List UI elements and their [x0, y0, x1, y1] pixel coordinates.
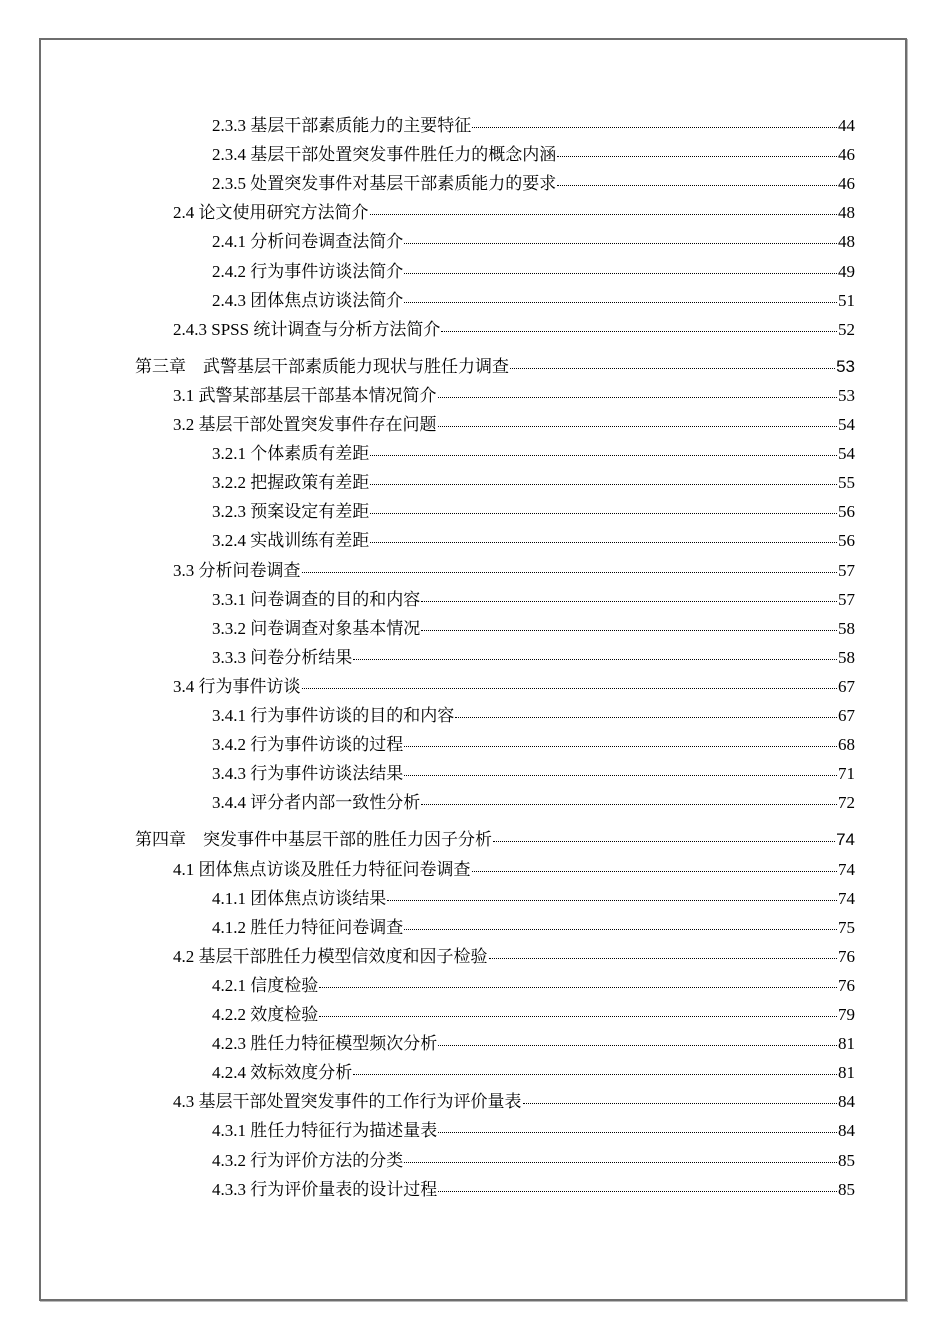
toc-dot-leader	[370, 512, 837, 514]
toc-entry[interactable]	[212, 792, 855, 814]
toc-page-number: 56	[838, 531, 855, 551]
toc-page-number: 53	[836, 356, 855, 376]
toc-entry-title: 4.1 团体焦点访谈及胜任力特征问卷调查	[173, 859, 471, 879]
toc-entry-title: 2.3.5 处置突发事件对基层干部素质能力的要求	[212, 174, 557, 194]
toc-entry-title: 3.2.3 预案设定有差距	[212, 502, 370, 522]
toc-entry-title: 3.2.1 个体素质有差距	[212, 444, 370, 464]
toc-entry-title: 4.2.1 信度检验	[212, 975, 319, 995]
toc-page-number: 46	[838, 174, 855, 194]
toc-entry[interactable]	[173, 202, 855, 224]
toc-entry[interactable]	[212, 1004, 855, 1026]
toc-entry-title: 3.3 分析问卷调查	[173, 560, 301, 580]
toc-dot-leader	[455, 716, 837, 718]
toc-entry[interactable]	[212, 888, 855, 910]
toc-dot-leader	[404, 745, 837, 747]
toc-page-number: 44	[838, 116, 855, 135]
toc-page-number: 81	[838, 1034, 855, 1054]
toc-entry-title: 4.3 基层干部处置突发事件的工作行为评价量表	[173, 1092, 522, 1112]
toc-entry-title: 2.4.3 团体焦点访谈法简介	[212, 290, 404, 310]
toc-dot-leader	[302, 687, 838, 689]
toc-page-number: 76	[838, 975, 855, 995]
toc-dot-leader	[421, 600, 837, 602]
toc-entry[interactable]	[212, 231, 855, 253]
toc-entry[interactable]	[212, 472, 855, 494]
toc-dot-leader	[557, 184, 837, 186]
toc-entry[interactable]	[173, 560, 855, 582]
toc-page-number: 53	[838, 385, 855, 405]
toc-dot-leader	[404, 774, 837, 776]
toc-entry-title: 3.3.1 问卷调查的目的和内容	[212, 589, 421, 609]
toc-entry-title: 3.4 行为事件访谈	[173, 676, 301, 696]
toc-dot-leader	[387, 899, 837, 901]
toc-entry-title: 4.3.3 行为评价量表的设计过程	[212, 1179, 438, 1199]
toc-page-number: 84	[838, 1092, 855, 1112]
toc-dot-leader	[441, 330, 837, 332]
toc-entry[interactable]	[173, 319, 855, 341]
toc-entry[interactable]	[212, 1179, 855, 1201]
toc-page-number: 54	[838, 415, 855, 434]
toc-entry[interactable]	[212, 144, 855, 166]
toc-entry[interactable]	[212, 734, 855, 756]
toc-dot-leader	[353, 1073, 837, 1075]
toc-dot-leader	[438, 396, 838, 398]
toc-entry-title: 第四章 突发事件中基层干部的胜任力因子分析	[135, 830, 492, 850]
toc-page-number: 68	[838, 735, 855, 755]
toc-page-number: 57	[838, 560, 855, 580]
toc-dot-leader	[319, 986, 837, 988]
toc-entry[interactable]	[173, 946, 855, 968]
toc-dot-leader	[404, 928, 837, 930]
toc-page-number: 56	[838, 502, 855, 522]
toc-entry-title: 2.4.1 分析问卷调查法简介	[212, 232, 404, 252]
toc-page-number: 57	[838, 589, 855, 609]
toc-entry[interactable]	[173, 1091, 855, 1113]
toc-entry-title: 3.1 武警某部基层干部基本情况简介	[173, 385, 437, 405]
toc-dot-leader	[370, 541, 837, 543]
toc-page-number: 84	[838, 1121, 855, 1141]
toc-entry-title: 第三章 武警基层干部素质能力现状与胜任力调查	[135, 356, 509, 376]
toc-page-number: 74	[836, 830, 855, 850]
toc-chapter-entry[interactable]	[135, 356, 855, 378]
toc-page-number: 74	[838, 888, 855, 908]
toc-entry[interactable]	[173, 414, 855, 436]
toc-dot-leader	[438, 1190, 837, 1192]
toc-entry-title: 4.3.2 行为评价方法的分类	[212, 1150, 404, 1170]
toc-dot-leader	[489, 957, 838, 959]
toc-page-number: 58	[838, 618, 855, 638]
toc-dot-leader	[438, 425, 838, 427]
toc-entry-title: 3.4.3 行为事件访谈法结果	[212, 764, 404, 784]
toc-page-number: 76	[838, 946, 855, 966]
toc-page-number: 72	[838, 793, 855, 813]
toc-page-number: 52	[838, 319, 855, 339]
toc-entry-title: 3.3.3 问卷分析结果	[212, 647, 353, 667]
toc-page-number: 71	[838, 764, 855, 784]
toc-entry-title: 3.4.2 行为事件访谈的过程	[212, 735, 404, 755]
toc-chapter-entry[interactable]	[135, 829, 855, 851]
toc-entry[interactable]	[212, 173, 855, 195]
toc-dot-leader	[472, 126, 837, 128]
toc-entry-title: 4.2.4 效标效度分析	[212, 1063, 353, 1083]
toc-dot-leader	[421, 629, 837, 631]
toc-page-number: 85	[838, 1179, 855, 1199]
toc-entry-title: 4.2.3 胜任力特征模型频次分析	[212, 1034, 438, 1054]
toc-entry[interactable]	[212, 917, 855, 939]
toc-dot-leader	[404, 242, 837, 244]
toc-entry-title: 2.3.3 基层干部素质能力的主要特征	[212, 116, 472, 135]
toc-entry-title: 3.4.4 评分者内部一致性分析	[212, 793, 421, 813]
toc-dot-leader	[370, 454, 837, 456]
toc-entry[interactable]	[212, 443, 855, 465]
toc-entry[interactable]	[212, 261, 855, 283]
toc-page-number: 48	[838, 203, 855, 223]
toc-entry[interactable]	[212, 1120, 855, 1142]
toc-dot-leader	[404, 1161, 837, 1163]
toc-entry-title: 2.4.3 SPSS 统计调查与分析方法简介	[173, 319, 441, 339]
toc-dot-leader	[438, 1044, 837, 1046]
toc-dot-leader	[353, 658, 837, 660]
toc-page-number: 54	[838, 444, 855, 464]
toc-page-number: 79	[838, 1005, 855, 1024]
toc-entry-title: 3.4.1 行为事件访谈的目的和内容	[212, 706, 455, 725]
toc-dot-leader	[472, 870, 838, 872]
toc-entry[interactable]	[173, 676, 855, 698]
toc-page-number: 55	[838, 473, 855, 493]
toc-page-number: 51	[838, 290, 855, 310]
toc-dot-leader	[370, 213, 838, 215]
toc-entry[interactable]	[212, 115, 855, 137]
toc-entry[interactable]	[212, 501, 855, 523]
toc-entry-title: 2.4 论文使用研究方法简介	[173, 203, 369, 223]
toc-entry-title: 3.2.4 实战训练有差距	[212, 531, 370, 551]
toc-page-number: 49	[838, 261, 855, 281]
toc-page-number: 46	[838, 145, 855, 165]
toc-dot-leader	[510, 367, 835, 369]
toc-entry[interactable]	[212, 618, 855, 640]
toc-entry[interactable]	[173, 385, 855, 407]
toc-entry-title: 4.2.2 效度检验	[212, 1005, 319, 1024]
toc-dot-leader	[493, 840, 835, 842]
toc-dot-leader	[421, 803, 837, 805]
toc-entry[interactable]	[212, 763, 855, 785]
toc-entry-title: 4.1.1 团体焦点访谈结果	[212, 888, 387, 908]
toc-page-number: 48	[838, 232, 855, 252]
toc-dot-leader	[319, 1015, 837, 1017]
toc-entry[interactable]	[212, 647, 855, 669]
toc-page-number: 81	[838, 1063, 855, 1083]
toc-page-number: 75	[838, 917, 855, 937]
toc-entry[interactable]	[212, 1033, 855, 1055]
toc-dot-leader	[302, 571, 838, 573]
toc-entry[interactable]	[212, 705, 855, 727]
toc-page-number: 85	[838, 1150, 855, 1170]
toc-dot-leader	[404, 272, 837, 274]
toc-entry[interactable]	[212, 975, 855, 997]
toc-dot-leader	[438, 1131, 837, 1133]
toc-page-number: 74	[838, 859, 855, 879]
toc-dot-leader	[370, 483, 837, 485]
toc-entry-title: 4.2 基层干部胜任力模型信效度和因子检验	[173, 946, 488, 966]
toc-entry[interactable]	[173, 859, 855, 881]
toc-dot-leader	[557, 155, 837, 157]
toc-entry-title: 4.1.2 胜任力特征问卷调查	[212, 917, 404, 937]
toc-entry[interactable]	[212, 1150, 855, 1172]
toc-entry-title: 2.3.4 基层干部处置突发事件胜任力的概念内涵	[212, 145, 557, 165]
toc-entry[interactable]	[212, 290, 855, 312]
toc-page-number: 58	[838, 647, 855, 667]
toc-page-number: 67	[838, 706, 855, 725]
toc-page-number: 67	[838, 676, 855, 696]
toc-entry-title: 4.3.1 胜任力特征行为描述量表	[212, 1121, 438, 1141]
toc-entry-title: 2.4.2 行为事件访谈法简介	[212, 261, 404, 281]
toc-entry-title: 3.2.2 把握政策有差距	[212, 473, 370, 493]
toc-dot-leader	[404, 301, 837, 303]
toc-entry-title: 3.3.2 问卷调查对象基本情况	[212, 618, 421, 638]
toc-dot-leader	[523, 1102, 838, 1104]
toc-entry[interactable]	[212, 589, 855, 611]
toc-entry[interactable]	[212, 530, 855, 552]
toc-entry-title: 3.2 基层干部处置突发事件存在问题	[173, 415, 437, 434]
toc-entry[interactable]	[212, 1062, 855, 1084]
